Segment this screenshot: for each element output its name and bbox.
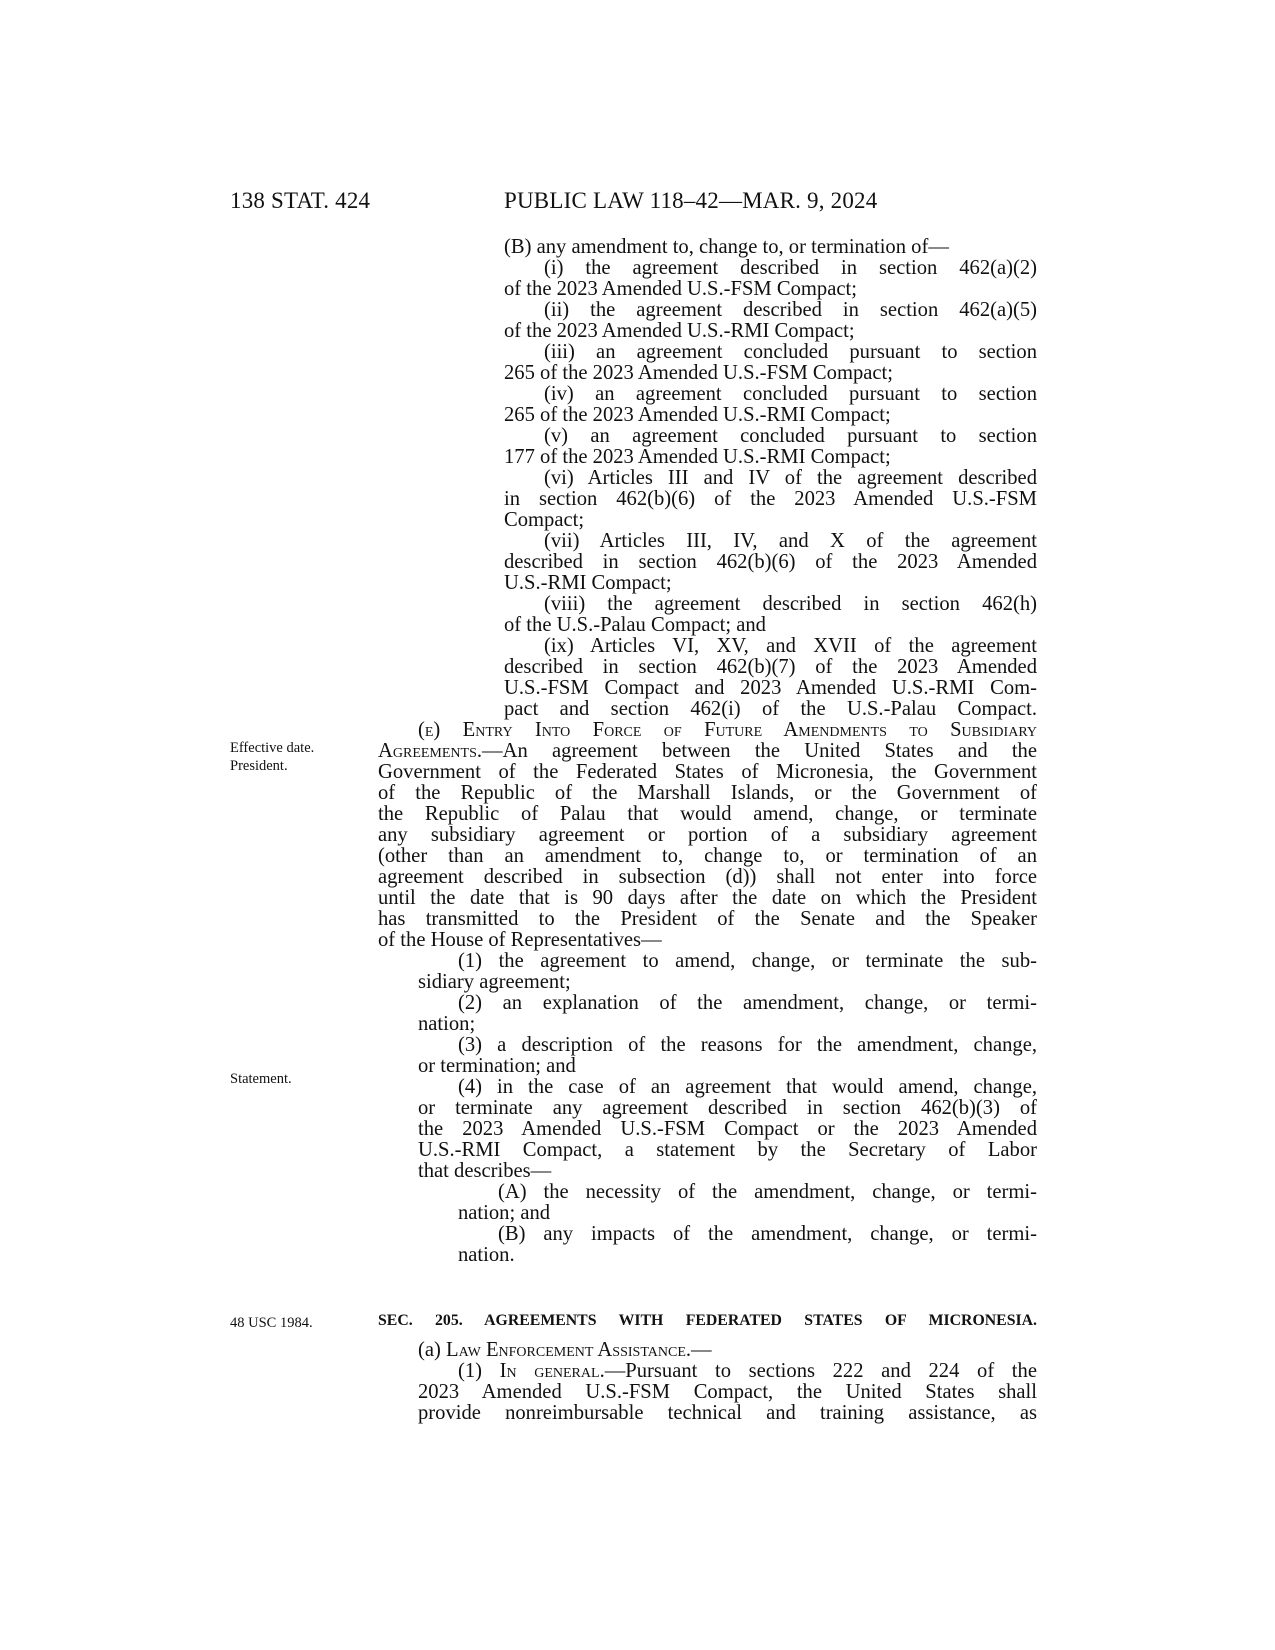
margin-note-president: President. [230,758,288,774]
text-line: U.S.-RMI Compact; [504,572,672,594]
paragraph-1-title: In general [499,1360,600,1382]
text-line: pact and section 462(i) of the U.S.-Palau Compact. [504,698,1037,720]
text-line: (v) an agreement concluded pursuant to section [544,425,1037,447]
text-fragment: .—An agreement between the United States and the [476,740,1037,762]
text-line: (iv) an agreement concluded pursuant to section [544,383,1037,405]
text-line: the 2023 Amended U.S.-FSM Compact or the 2023 Amended [418,1118,1037,1140]
text-line: Compact; [504,509,585,531]
text-line: in section 462(b)(6) of the 2023 Amended U.S.-FSM [504,488,1037,510]
margin-note-statement: Statement. [230,1071,292,1087]
text-line: of the Republic of the Marshall Islands, or the Government of [378,782,1037,804]
text-line: (4) in the case of an agreement that would amend, change, [458,1076,1037,1098]
text-line: U.S.-FSM Compact and 2023 Amended U.S.-RMI Com- [504,677,1037,699]
text-line: of the House of Representatives— [378,929,662,951]
text-line: (B) any impacts of the amendment, change, or termi- [498,1223,1037,1245]
text-line: (i) the agreement described in section 462(a)(2) [544,257,1037,279]
text-line: sidiary agreement; [418,971,571,993]
text-line: described in section 462(b)(6) of the 2023 Amended [504,551,1037,573]
text-line: of the U.S.-Palau Compact; and [504,614,766,636]
text-line: until the date that is 90 days after the date on which the President [378,887,1037,909]
text-fragment: .—Pursuant to sections 222 and 224 of the [599,1360,1037,1382]
text-line: or terminate any agreement described in section 462(b)(3) of [418,1097,1037,1119]
text-line: U.S.-RMI Compact, a statement by the Secretary of Labor [418,1139,1037,1161]
text-line: nation; [418,1013,476,1035]
text-line: described in section 462(b)(7) of the 2023 Amended [504,656,1037,678]
text-line: 265 of the 2023 Amended U.S.-FSM Compact; [504,362,893,384]
text-fragment: (1) [458,1360,500,1382]
text-line: has transmitted to the President of the Senate and the Speaker [378,908,1037,930]
text-line: or termination; and [418,1055,576,1077]
text-line: agreement described in subsection (d)) shall not enter into force [378,866,1037,888]
margin-note-effective-date: Effective date. [230,740,315,756]
text-line: (viii) the agreement described in section 462(h) [544,593,1037,615]
text-line: (ii) the agreement described in section 462(a)(5) [544,299,1037,321]
text-line: any subsidiary agreement or portion of a subsidiary agreement [378,824,1037,846]
text-line: nation; and [458,1202,551,1224]
text-line: 2023 Amended U.S.-FSM Compact, the United States shall [418,1381,1037,1403]
page-stat-reference: 138 STAT. 424 [230,188,371,213]
section-heading: SEC. 205. AGREEMENTS WITH FEDERATED STATES OF MICRONESIA. [378,1312,1037,1329]
text-line: (iii) an agreement concluded pursuant to section [544,341,1037,363]
text-line [458,1360,1037,1382]
text-line: (2) an explanation of the amendment, change, or termi- [458,992,1037,1014]
margin-note-usc: 48 USC 1984. [230,1315,313,1331]
text-line: (vii) Articles III, IV, and X of the agreement [544,530,1037,552]
text-line: (vi) Articles III and IV of the agreement described [544,467,1037,489]
text-line: 177 of the 2023 Amended U.S.-RMI Compact; [504,446,891,468]
subsection-e-heading-cont: Agreements [378,740,477,762]
text-line: 265 of the 2023 Amended U.S.-RMI Compact; [504,404,891,426]
text-line: (B) any amendment to, change to, or termination of— [504,236,949,258]
text-line: of the 2023 Amended U.S.-FSM Compact; [504,278,857,300]
text-line: (3) a description of the reasons for the amendment, change, [458,1034,1037,1056]
subsection-a-title: Law Enforcement Assistance [446,1339,686,1361]
text-fragment: (a) [418,1339,447,1361]
text-line [378,740,1037,762]
text-line: (1) the agreement to amend, change, or terminate the sub- [458,950,1037,972]
subsection-a-heading [418,1339,712,1361]
text-line: (A) the necessity of the amendment, change, or termi- [498,1181,1037,1203]
subsection-e-heading: (e) Entry Into Force of Future Amendments to Subsidiary [418,719,1037,741]
text-line: (other than an amendment to, change to, or termination of an [378,845,1037,867]
text-line: provide nonreimbursable technical and training assistance, as [418,1402,1037,1424]
text-line: the Republic of Palau that would amend, change, or terminate [378,803,1037,825]
text-line: Government of the Federated States of Micronesia, the Government [378,761,1037,783]
running-head-title: PUBLIC LAW 118–42—MAR. 9, 2024 [504,188,878,213]
text-line: nation. [458,1244,515,1266]
text-line: (ix) Articles VI, XV, and XVII of the agreement [544,635,1037,657]
text-fragment: .— [685,1339,712,1361]
text-line: of the 2023 Amended U.S.-RMI Compact; [504,320,855,342]
text-line: that describes— [418,1160,552,1182]
